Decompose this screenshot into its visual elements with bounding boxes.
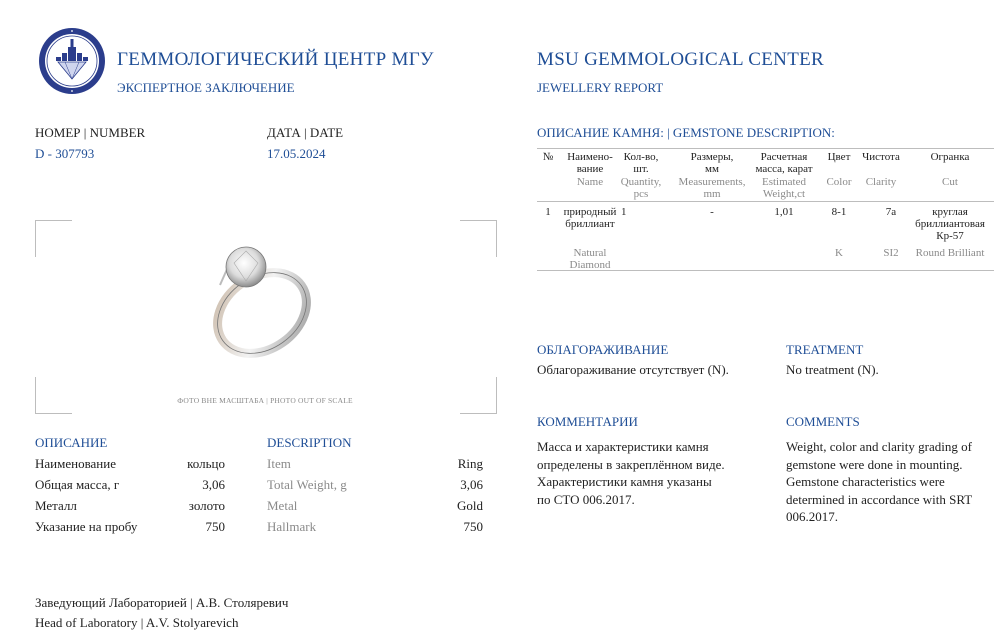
- center-title-en: MSU GEMMOLOGICAL CENTER: [537, 49, 824, 70]
- gem-row-weight: 1,01: [774, 206, 794, 218]
- metal-value-en: Gold: [457, 498, 483, 513]
- item-value-en: Ring: [457, 456, 483, 471]
- col-header-quantity-en: Quantity, pcs: [620, 176, 662, 200]
- col-header-name-en: Name: [576, 176, 604, 188]
- description-heading-ru: ОПИСАНИЕ: [35, 435, 108, 450]
- photo-frame-corner-tl: [35, 220, 72, 257]
- gemstone-heading: ОПИСАНИЕ КАМНЯ: | GEMSTONE DESCRIPTION:: [537, 125, 835, 140]
- metal-label-ru: Металл: [35, 498, 77, 513]
- comments-ru-line: определены в закреплённом виде.: [537, 456, 725, 472]
- col-header-no: №: [542, 151, 554, 163]
- item-label-ru: Наименование: [35, 456, 116, 471]
- hallmark-value-en: 750: [463, 519, 483, 534]
- comments-en-line: 006.2017.: [786, 509, 838, 524]
- weight-label-ru: Общая масса, г: [35, 477, 120, 492]
- gem-row-name: природный бриллиант: [563, 206, 617, 230]
- ring-photo: [190, 235, 320, 360]
- hallmark-value-ru: 750: [205, 519, 225, 534]
- treatment-heading-ru: ОБЛАГОРАЖИВАНИЕ: [537, 342, 669, 357]
- comments-en-line: Gemstone characteristics were: [786, 474, 945, 489]
- col-header-clarity-en: Clarity: [865, 176, 897, 188]
- hallmark-label-en: Hallmark: [267, 519, 317, 534]
- metal-label-en: Metal: [267, 498, 298, 513]
- comments-heading-ru: КОММЕНТАРИИ: [537, 414, 638, 429]
- col-header-clarity: Чистота: [862, 151, 900, 163]
- gem-row-name-en: Natural Diamond: [569, 247, 611, 271]
- col-header-cut: Огранка: [930, 151, 970, 163]
- comments-ru-line: Масса и характеристики камня: [537, 439, 709, 454]
- center-title-ru: ГЕММОЛОГИЧЕСКИЙ ЦЕНТР МГУ: [117, 49, 434, 70]
- col-header-measurements: Размеры, мм: [690, 151, 734, 175]
- col-header-color-en: Color: [826, 176, 852, 188]
- col-header-quantity: Кол-во, шт.: [623, 151, 659, 175]
- col-header-color: Цвет: [827, 151, 851, 163]
- report-subtitle-ru: ЭКСПЕРТНОЕ ЗАКЛЮЧЕНИЕ: [117, 80, 295, 95]
- gem-row-cut-en: Round Brilliant: [915, 247, 985, 259]
- description-heading-en: DESCRIPTION: [267, 435, 352, 450]
- item-label-en: Item: [267, 456, 291, 471]
- gem-row-color-en: K: [835, 247, 843, 259]
- comments-en-line: determined in accordance with SRT: [786, 491, 973, 507]
- report-number-label: НОМЕР | NUMBER: [35, 125, 146, 140]
- col-header-cut-en: Cut: [942, 176, 958, 188]
- gem-row-quantity: 1: [621, 206, 627, 218]
- comments-ru-line: по СТО 006.2017.: [537, 491, 635, 507]
- comments-heading-en: COMMENTS: [786, 414, 860, 429]
- gem-row-color: 8-1: [831, 206, 847, 218]
- weight-label-en: Total Weight, g: [267, 477, 347, 492]
- col-header-measurements-en: Measurements, mm: [678, 176, 746, 200]
- gem-row-measurements: -: [710, 206, 714, 218]
- gem-row-clarity-en: SI2: [883, 247, 899, 259]
- treatment-heading-en: TREATMENT: [786, 342, 864, 357]
- gemstone-table: [537, 148, 994, 272]
- report-date-value: 17.05.2024: [267, 146, 326, 161]
- col-header-name: Наимено- вание: [567, 151, 613, 175]
- item-value-ru: кольцо: [187, 456, 225, 471]
- comments-en-line: Weight, color and clarity grading of: [786, 439, 972, 454]
- hallmark-label-ru: Указание на пробу: [35, 519, 138, 534]
- weight-value-en: 3,06: [460, 477, 483, 492]
- signature-ru: Заведующий Лабораторией | А.В. Столяревич: [35, 595, 289, 610]
- photo-caption: ФОТО ВНЕ МАСШТАБА | PHOTO OUT OF SCALE: [177, 396, 353, 405]
- comments-text-en: [786, 438, 972, 526]
- gem-row-no: 1: [545, 206, 551, 218]
- comments-text-ru: [537, 438, 725, 508]
- photo-frame-corner-tr: [460, 220, 497, 257]
- col-header-weight-en: Estimated Weight,ct: [762, 176, 806, 200]
- signature-en: Head of Laboratory | A.V. Stolyarevich: [35, 615, 239, 630]
- report-number-value: D - 307793: [35, 146, 95, 161]
- gem-row-cut: круглая бриллиантовая Кр-57: [915, 206, 985, 242]
- gem-row-clarity: 7а: [885, 206, 897, 218]
- comments-ru-line: Характеристики камня указаны: [537, 474, 712, 489]
- treatment-text-en: No treatment (N).: [786, 362, 879, 377]
- report-subtitle-en: JEWELLERY REPORT: [537, 80, 664, 95]
- comments-en-line: gemstone were done in mounting.: [786, 456, 963, 472]
- treatment-text-ru: Облагораживание отсутствует (N).: [537, 362, 729, 377]
- weight-value-ru: 3,06: [202, 477, 225, 492]
- report-date-label: ДАТА | DATE: [267, 125, 344, 140]
- msu-logo: [38, 27, 106, 95]
- metal-value-ru: золото: [188, 498, 225, 513]
- col-header-weight: Расчетная масса, карат: [755, 151, 813, 175]
